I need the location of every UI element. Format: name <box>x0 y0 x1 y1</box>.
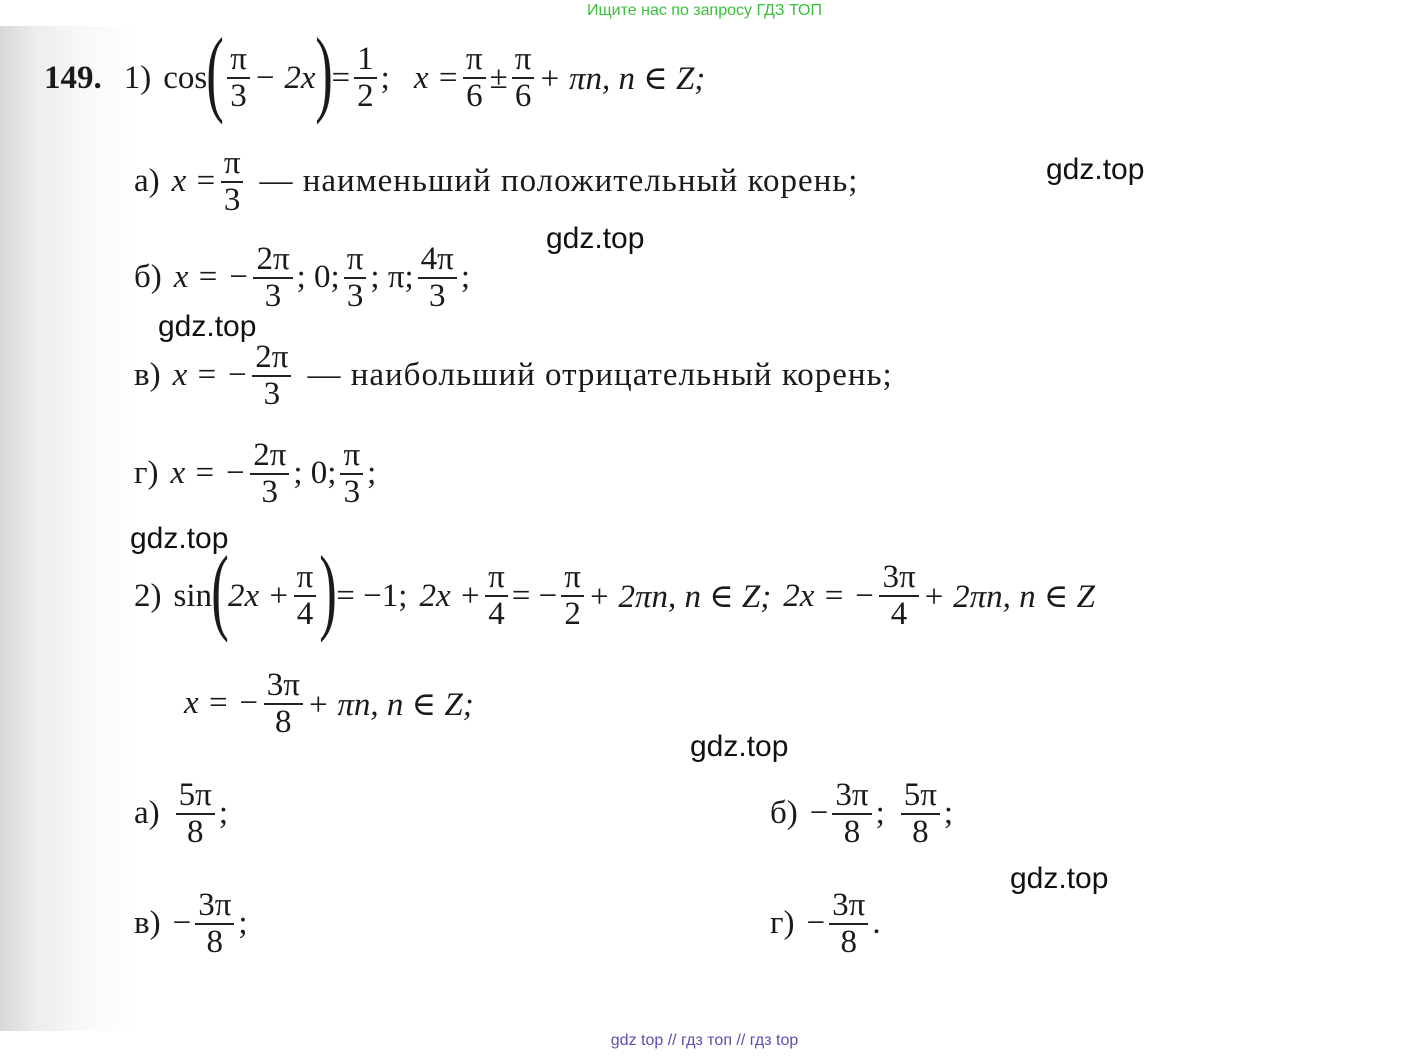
problem-149-part1 <box>44 18 706 126</box>
expr: 2x + <box>227 577 290 614</box>
cos-func: cos <box>163 59 208 96</box>
item-label: б) <box>770 795 798 832</box>
x-equals: x = − <box>173 259 250 296</box>
fraction: $\frac{1}{2}$ <box>354 42 377 113</box>
separator: ; π; <box>370 259 414 296</box>
separator: ; <box>460 259 470 296</box>
separator: ; <box>238 905 248 942</box>
fraction: $\frac{\pi}{2}$ <box>561 560 584 631</box>
period-term: + 2πn, n ∈ Z; <box>587 579 772 615</box>
answer-2a <box>134 778 228 849</box>
fraction: $\frac{3\pi}{8}$ <box>195 888 234 959</box>
watermark: gdz.top <box>1010 862 1109 895</box>
item-label: г) <box>134 455 159 492</box>
answer-2v <box>134 888 248 959</box>
equals: = −1; <box>336 577 408 614</box>
x-equals: x = <box>171 163 217 200</box>
fraction: $\frac{3\pi}{4}$ <box>879 560 918 631</box>
fraction: $\frac{3\pi}{8}$ <box>832 778 871 849</box>
fraction: $\frac{2\pi}{3}$ <box>253 242 292 313</box>
part2-label: 2) <box>134 577 162 614</box>
fraction: $\frac{\pi}{6}$ <box>463 42 486 113</box>
x-equals: x = − <box>170 455 247 492</box>
fraction: $\frac{5\pi}{8}$ <box>176 778 215 849</box>
fraction: $\frac{5\pi}{8}$ <box>901 778 940 849</box>
expr: − 2x <box>253 59 316 96</box>
right-paren: ) <box>319 536 338 643</box>
separator: ; <box>218 795 228 832</box>
minus-sign: − <box>809 795 829 832</box>
fraction: $\frac{\pi}{3}$ <box>221 146 244 217</box>
equals: = <box>331 59 351 96</box>
search-banner: Ищите нас по запросу ГДЗ ТОП <box>587 2 822 19</box>
period-term: + 2πn, n ∈ Z <box>922 579 1095 615</box>
part1-label: 1) <box>123 59 152 96</box>
item-label: в) <box>134 357 161 394</box>
x-equals: x = <box>413 59 459 96</box>
answer-1a <box>134 146 858 217</box>
answer-2b <box>770 778 953 849</box>
problem-number: 149. <box>44 59 102 96</box>
left-paren: ( <box>211 536 229 643</box>
separator: ; <box>943 795 954 832</box>
fraction: $\frac{\pi}{4}$ <box>294 560 317 631</box>
separator: ; 0; <box>293 455 337 492</box>
fraction: $\frac{\pi}{3}$ <box>340 438 363 509</box>
item-label: в) <box>134 905 161 942</box>
separator: ; <box>875 795 885 832</box>
equals: = − <box>511 577 558 614</box>
period-term: + πn, n ∈ Z; <box>538 61 706 97</box>
item-label: а) <box>134 163 160 200</box>
fraction: $\frac{\pi}{4}$ <box>485 560 508 631</box>
x-equals: x = − <box>172 357 249 394</box>
item-label: б) <box>134 259 162 296</box>
fraction: $\frac{2\pi}{3}$ <box>250 438 289 509</box>
solution-2 <box>184 668 474 739</box>
fraction: $\frac{\pi}{3}$ <box>344 242 367 313</box>
left-paren: ( <box>206 18 225 125</box>
fraction: $\frac{4\pi}{3}$ <box>418 242 457 313</box>
fraction: $\frac{\pi}{6}$ <box>512 42 535 113</box>
description: — наименьший положительный корень; <box>259 163 859 200</box>
x-equals: x = − <box>184 685 260 722</box>
watermark: gdz.top <box>546 222 645 255</box>
description: — наибольший отрицательный корень; <box>307 357 893 394</box>
fraction: $\frac{3\pi}{8}$ <box>264 668 303 739</box>
answer-1g <box>134 438 376 509</box>
watermark: gdz.top <box>690 730 789 763</box>
answer-1b <box>134 242 470 313</box>
semicolon: ; <box>380 59 390 96</box>
separator: ; <box>367 455 377 492</box>
answer-1v <box>134 340 893 411</box>
period-term: + πn, n ∈ Z; <box>306 686 474 723</box>
fraction: $\frac{2\pi}{3}$ <box>252 340 291 411</box>
fraction: $\frac{\pi}{3}$ <box>227 42 250 113</box>
minus-sign: − <box>172 905 192 942</box>
item-label: г) <box>770 905 795 942</box>
fraction: $\frac{3\pi}{8}$ <box>829 888 868 959</box>
minus-sign: − <box>806 905 826 942</box>
separator: ; 0; <box>296 259 340 296</box>
separator: . <box>872 905 881 942</box>
expr: 2x = − <box>783 577 876 614</box>
watermark: gdz.top <box>130 522 229 555</box>
sin-func: sin <box>173 577 213 614</box>
item-label: а) <box>134 795 160 832</box>
expr: 2x + <box>419 577 482 614</box>
watermark: gdz.top <box>1046 153 1145 186</box>
plus-minus: ± <box>489 59 508 96</box>
answer-2g <box>770 888 881 959</box>
watermark: gdz.top <box>158 310 257 343</box>
right-paren: ) <box>314 18 333 125</box>
footer-links: gdz top // гдз топ // гдз top <box>610 1032 799 1049</box>
